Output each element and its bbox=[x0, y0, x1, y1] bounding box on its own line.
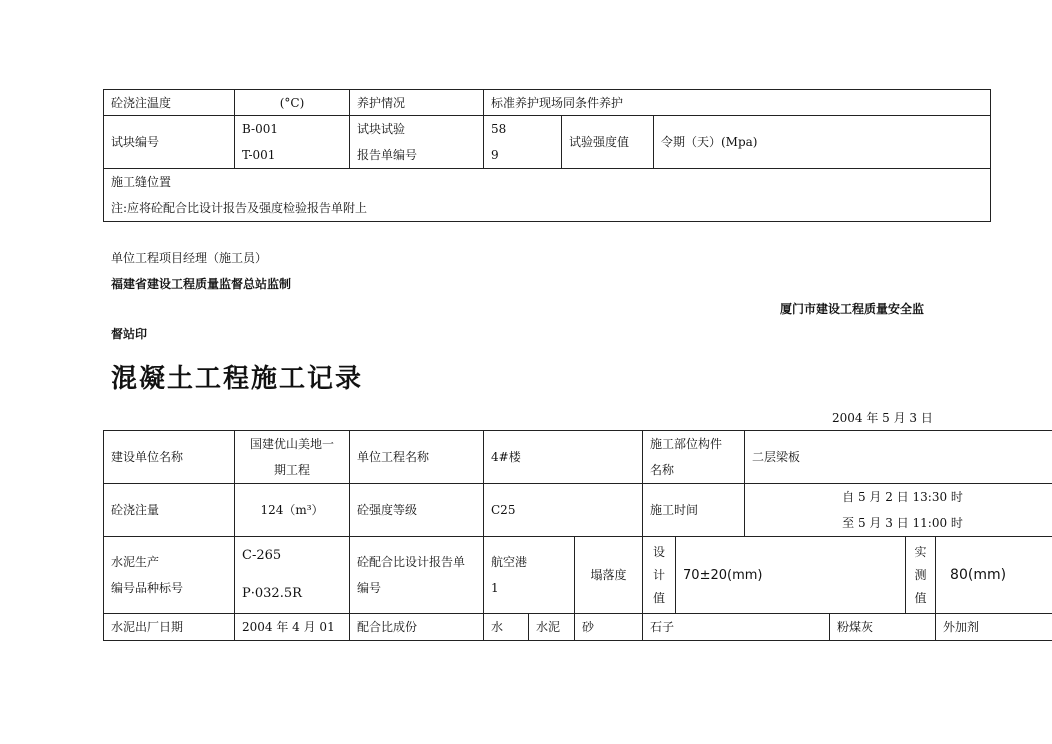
pour-temp-label: 砼浇注温度 bbox=[104, 90, 235, 116]
mix-admixture: 外加剂 bbox=[936, 614, 1052, 641]
curing-record-table bbox=[103, 89, 991, 222]
signature-line: 单位工程项目经理（施工员） bbox=[111, 251, 268, 265]
mix-water: 水 bbox=[484, 614, 529, 641]
specimen-no-cell bbox=[235, 116, 350, 169]
mix-sand: 砂 bbox=[575, 614, 643, 641]
page-title: 混凝土工程施工记录 bbox=[111, 364, 364, 394]
design-value-label-2: 计 bbox=[653, 567, 666, 582]
component-label-2: 名称 bbox=[650, 463, 675, 477]
construction-time-label: 施工时间 bbox=[643, 484, 745, 537]
strength-label: 试验强度值 bbox=[562, 116, 654, 169]
design-value-label-1: 设 bbox=[653, 544, 666, 559]
mix-report-value-1: 航空港 bbox=[491, 555, 528, 569]
joint-and-note-cell bbox=[104, 169, 991, 222]
specimen-no-label: 试块编号 bbox=[104, 116, 235, 169]
component-label-cell bbox=[643, 431, 745, 484]
specimen-no-2: T-001 bbox=[242, 148, 276, 162]
measured-label-2: 测 bbox=[914, 567, 927, 582]
mix-report-label-2: 编号 bbox=[357, 581, 382, 595]
curing-value: 标准养护现场同条件养护 bbox=[484, 90, 991, 116]
cement-label-1: 水泥生产 bbox=[111, 555, 160, 569]
builder-value-1: 国建优山美地一 bbox=[249, 437, 334, 451]
unit-project-value: 4#楼 bbox=[484, 431, 643, 484]
specimen-test-label-cell bbox=[350, 116, 484, 169]
strength-grade-value: C25 bbox=[484, 484, 643, 537]
mix-report-value-2: 1 bbox=[491, 581, 499, 595]
mix-report-value-cell bbox=[484, 537, 575, 614]
joint-label: 施工缝位置 bbox=[111, 175, 172, 189]
cement-value-2: P·032.5R bbox=[242, 586, 302, 601]
cement-value-1: C-265 bbox=[242, 548, 282, 563]
measured-label-1: 实 bbox=[914, 544, 927, 559]
specimen-test-label-1: 试块试验 bbox=[357, 122, 406, 136]
cement-date-value: 2004 年 4 月 01 bbox=[235, 614, 350, 641]
cement-label-2: 编号品种标号 bbox=[111, 581, 184, 595]
cement-date-label: 水泥出厂日期 bbox=[104, 614, 235, 641]
builder-label: 建设单位名称 bbox=[104, 431, 235, 484]
time-to: 至 5 月 3 日 11:00 时 bbox=[842, 516, 963, 530]
component-label-1: 施工部位构件 bbox=[650, 437, 723, 451]
mix-report-label-1: 砼配合比设计报告单 bbox=[357, 555, 466, 569]
pour-volume-label: 砼浇注量 bbox=[104, 484, 235, 537]
report-no-cell bbox=[484, 116, 562, 169]
record-date: 2004 年 5 月 3 日 bbox=[832, 411, 933, 425]
design-value-label bbox=[643, 537, 676, 614]
note-text: 注:应将砼配合比设计报告及强度检验报告单附上 bbox=[111, 201, 368, 215]
design-value: 70±20(mm) bbox=[676, 537, 906, 614]
measured-label-3: 值 bbox=[914, 590, 927, 605]
pour-temp-value: (°C) bbox=[235, 90, 350, 116]
xiamen-line: 厦门市建设工程质量安全监 bbox=[780, 302, 925, 316]
design-value-label-3: 值 bbox=[653, 590, 666, 605]
mix-cement: 水泥 bbox=[529, 614, 575, 641]
measured-label bbox=[906, 537, 936, 614]
strength-grade-label: 砼强度等级 bbox=[350, 484, 484, 537]
construction-time-cell bbox=[745, 484, 1052, 537]
supervisor-line: 福建省建设工程质量监督总站监制 bbox=[111, 277, 292, 291]
construction-record-table bbox=[103, 430, 1052, 641]
cement-label-cell bbox=[104, 537, 235, 614]
pour-volume-value: 124（m³） bbox=[235, 484, 350, 537]
report-no-2: 9 bbox=[491, 148, 499, 162]
measured-value: 80(mm) bbox=[936, 537, 1052, 614]
builder-value-cell bbox=[235, 431, 350, 484]
curing-label: 养护情况 bbox=[350, 90, 484, 116]
specimen-no-1: B-001 bbox=[242, 122, 278, 136]
mix-stone: 石子 bbox=[643, 614, 830, 641]
cement-value-cell bbox=[235, 537, 350, 614]
station-seal: 督站印 bbox=[111, 327, 148, 341]
mix-ratio-label: 配合比成份 bbox=[350, 614, 484, 641]
builder-value-2: 期工程 bbox=[273, 463, 310, 477]
unit-project-label: 单位工程名称 bbox=[350, 431, 484, 484]
time-from: 自 5 月 2 日 13:30 时 bbox=[842, 490, 963, 504]
component-value: 二层梁板 bbox=[745, 431, 1052, 484]
report-no-1: 58 bbox=[491, 122, 507, 136]
mix-report-label-cell bbox=[350, 537, 484, 614]
slump-label: 塌落度 bbox=[575, 537, 643, 614]
mix-fly-ash: 粉煤灰 bbox=[830, 614, 936, 641]
specimen-test-label-2: 报告单编号 bbox=[357, 148, 418, 162]
age-label: 令期（天）(Mpa) bbox=[654, 116, 991, 169]
